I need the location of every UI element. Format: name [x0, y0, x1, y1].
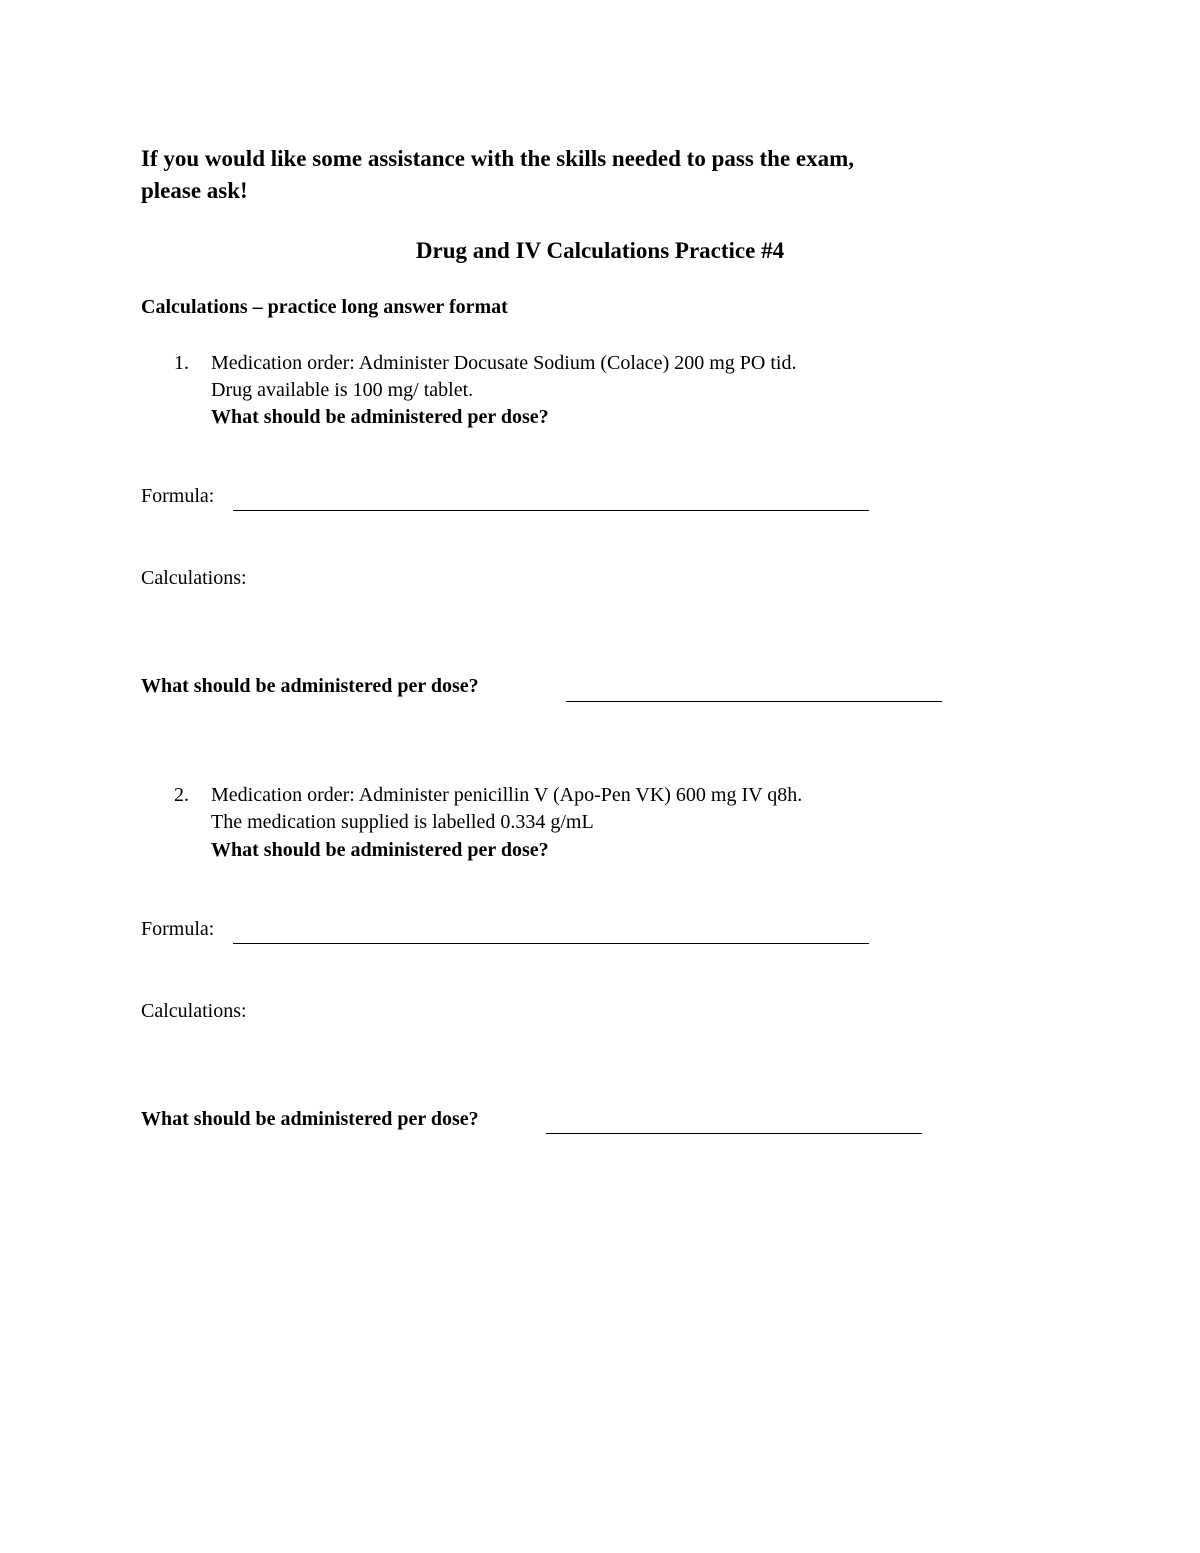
question-1-order: Medication order: Administer Docusate Sodium (Colace) 200 mg PO tid.: [211, 352, 797, 374]
question-2-number: 2.: [174, 784, 189, 806]
question-1-answer-label: What should be administered per dose?: [141, 675, 479, 697]
question-1-number: 1.: [174, 352, 189, 374]
intro-line-1: If you would like some assistance with the skills needed to pass the exam,: [141, 146, 855, 171]
question-2-calculations-label: Calculations:: [141, 1000, 247, 1022]
question-1-formula-blank[interactable]: [233, 510, 869, 511]
question-2-order: Medication order: Administer penicillin V (Apo-Pen VK) 600 mg IV q8h.: [211, 784, 803, 806]
question-1-calculations-label: Calculations:: [141, 567, 247, 589]
section-subtitle: Calculations – practice long answer format: [141, 296, 508, 318]
question-1-formula-label: Formula:: [141, 485, 215, 507]
question-2-prompt: What should be administered per dose?: [211, 839, 549, 861]
question-2-formula-blank[interactable]: [233, 943, 869, 944]
question-2-answer-label: What should be administered per dose?: [141, 1108, 479, 1130]
question-1-supply: Drug available is 100 mg/ tablet.: [211, 379, 474, 401]
question-1-prompt: What should be administered per dose?: [211, 406, 549, 428]
page-title: Drug and IV Calculations Practice #4: [415, 238, 785, 263]
intro-line-2: please ask!: [141, 178, 248, 203]
question-1-answer-blank[interactable]: [566, 701, 942, 702]
question-2-formula-label: Formula:: [141, 918, 215, 940]
question-2-answer-blank[interactable]: [546, 1133, 922, 1134]
question-2-supply: The medication supplied is labelled 0.334 g/mL: [211, 811, 594, 833]
